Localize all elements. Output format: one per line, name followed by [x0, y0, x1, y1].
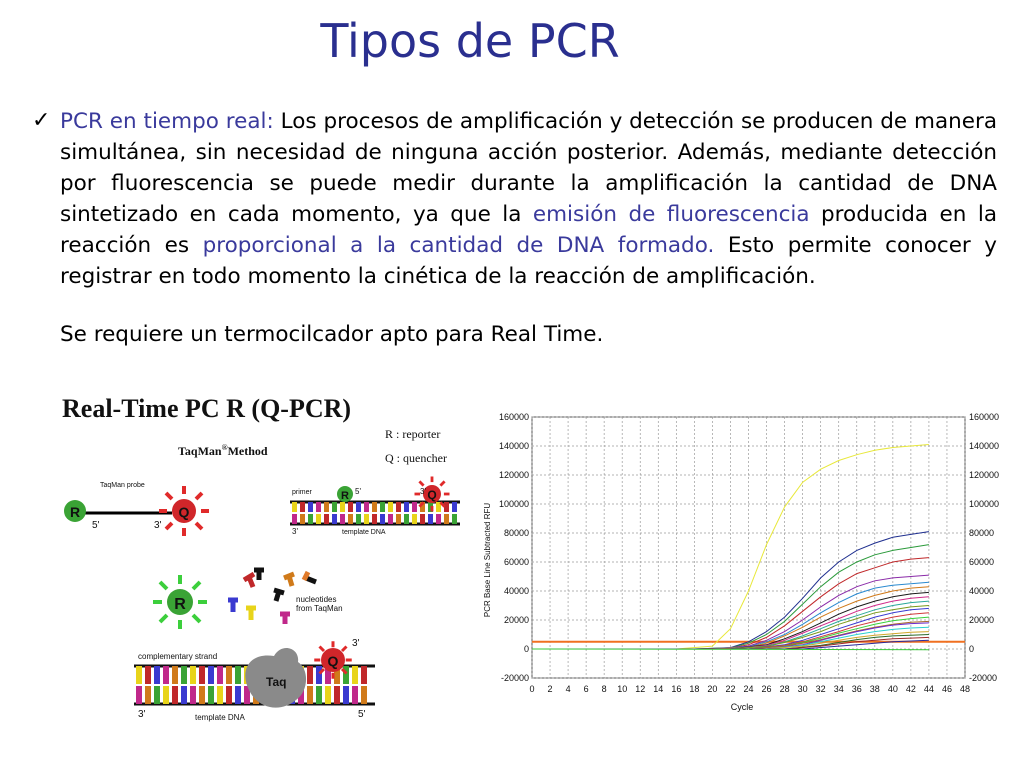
bottom-3prime-top: 3'	[352, 638, 360, 649]
template-label-top: template DNA	[342, 529, 386, 536]
x-tick-label: 22	[725, 684, 736, 694]
dna-base	[154, 666, 160, 684]
dna-duplex-top	[290, 502, 460, 524]
series-line	[532, 649, 929, 650]
dna-base	[300, 502, 305, 512]
y-tick-label-right: 20000	[969, 615, 995, 625]
dna-base	[325, 686, 331, 704]
dna-base	[412, 502, 417, 512]
dna-base	[217, 666, 223, 684]
dna-base	[343, 666, 349, 684]
dna-base	[145, 686, 151, 704]
dna-base	[396, 502, 401, 512]
dna-base	[444, 502, 449, 512]
legend-quencher: Q : quencher	[385, 451, 447, 465]
x-tick-label: 26	[761, 684, 772, 694]
dna-base	[348, 514, 353, 524]
probe-5prime: 5'	[92, 520, 100, 531]
y-tick-label-right: 60000	[969, 557, 995, 567]
dna-base	[208, 686, 214, 704]
dna-base	[444, 514, 449, 524]
dna-base	[388, 514, 393, 524]
dna-base	[172, 686, 178, 704]
dna-base	[436, 514, 441, 524]
dna-base	[235, 686, 241, 704]
x-tick-label: 44	[923, 684, 934, 694]
reporter-letter: R	[69, 504, 81, 520]
x-tick-label: 30	[797, 684, 808, 694]
dna-base	[154, 686, 160, 704]
dna-base	[163, 666, 169, 684]
dna-base	[136, 666, 142, 684]
x-tick-label: 28	[779, 684, 790, 694]
dna-base	[404, 502, 409, 512]
x-tick-label: 16	[671, 684, 682, 694]
dna-base	[364, 514, 369, 524]
dna-base	[324, 514, 329, 524]
template-label-bottom: template DNA	[195, 713, 245, 722]
dna-base	[361, 666, 367, 684]
x-tick-label: 10	[617, 684, 628, 694]
y-tick-label-left: 100000	[498, 499, 529, 509]
nucleotides-label-2: from TaqMan	[296, 604, 343, 613]
slide-title: Tipos de PCR	[320, 14, 620, 68]
dna-base	[334, 686, 340, 704]
probe-label: TaqMan probe	[100, 482, 145, 489]
template-3prime: 3'	[292, 527, 298, 536]
dna-base	[163, 686, 169, 704]
nucleotides-label-1: nucleotides	[296, 595, 337, 604]
requirement-note: Se requiere un termocilcador apto para Real Time.	[60, 322, 604, 347]
dna-base	[316, 514, 321, 524]
dna-base	[307, 686, 313, 704]
dna-base	[420, 514, 425, 524]
x-tick-label: 2	[547, 684, 553, 694]
dna-base	[356, 502, 361, 512]
x-tick-label: 32	[815, 684, 826, 694]
dna-base	[226, 686, 232, 704]
x-tick-label: 46	[941, 684, 952, 694]
y-tick-label-right: 120000	[969, 470, 1000, 480]
dna-base	[324, 502, 329, 512]
bullet-paragraph	[60, 106, 997, 292]
dna-base	[308, 502, 313, 512]
dna-base	[380, 502, 385, 512]
y-axis-label: PCR Base Line Subtracted RFU	[483, 502, 492, 618]
y-tick-label-left: 0	[523, 644, 529, 654]
dna-base	[388, 502, 393, 512]
x-axis-label: Cycle	[730, 702, 754, 712]
taq-label: Taq	[266, 675, 287, 689]
x-tick-label: 48	[959, 684, 971, 694]
dna-base	[452, 514, 457, 524]
dna-base	[226, 666, 232, 684]
y-tick-label-left: 140000	[498, 441, 529, 451]
dna-base	[308, 514, 313, 524]
dna-base	[343, 686, 349, 704]
dna-base	[452, 502, 457, 512]
realtime-pcr-chart	[470, 390, 1020, 720]
dna-base	[292, 502, 297, 512]
y-tick-label-right: 140000	[969, 441, 1000, 451]
released-reporter-letter: R	[174, 596, 186, 613]
bullet-highlight-1: emisión de fluorescencia	[532, 202, 810, 227]
dna-base	[172, 666, 178, 684]
bullet-text-2: producida en la reacción es	[60, 202, 998, 258]
dna-base	[372, 502, 377, 512]
legend-reporter: R : reporter	[385, 430, 441, 441]
dna-base	[190, 666, 196, 684]
dna-base	[340, 514, 345, 524]
dna-base	[300, 514, 305, 524]
x-tick-label: 4	[565, 684, 571, 694]
diagram-title: Real-Time PC R (Q-PCR)	[62, 394, 352, 423]
dna-base	[136, 686, 142, 704]
y-tick-label-right: 160000	[969, 412, 1000, 422]
dna-base	[332, 502, 337, 512]
dna-base	[208, 666, 214, 684]
dna-base	[340, 502, 345, 512]
y-tick-label-left: 20000	[503, 615, 529, 625]
x-tick-label: 14	[653, 684, 664, 694]
dna-base	[217, 686, 223, 704]
y-tick-label-right: 80000	[969, 528, 995, 538]
quencher-letter: Q	[178, 504, 190, 520]
bottom-3prime: 3'	[138, 709, 146, 720]
dna-base	[145, 666, 151, 684]
dna-base	[404, 514, 409, 524]
y-tick-label-right: 0	[969, 644, 975, 654]
bottom-5prime: 5'	[358, 709, 366, 720]
dna-base	[316, 666, 322, 684]
y-tick-label-left: 160000	[498, 412, 529, 422]
dna-base	[235, 666, 241, 684]
x-tick-label: 6	[583, 684, 589, 694]
dna-base	[332, 514, 337, 524]
checkmark-icon: ✓	[32, 108, 51, 133]
primer-5prime: 5'	[355, 487, 361, 496]
x-tick-label: 36	[851, 684, 862, 694]
dna-base	[372, 514, 377, 524]
y-tick-label-left: -20000	[500, 673, 529, 683]
x-tick-label: 24	[743, 684, 754, 694]
dna-base	[361, 686, 367, 704]
y-tick-label-right: -20000	[969, 673, 998, 683]
primer-label: primer	[292, 489, 312, 496]
dna-base	[348, 502, 353, 512]
primer-quencher-letter: Q	[427, 488, 437, 502]
dna-base	[307, 666, 313, 684]
dna-base	[190, 686, 196, 704]
bullet-highlight-2: proporcional a la cantidad de DNA formado.	[202, 233, 715, 258]
dna-base	[352, 666, 358, 684]
dna-base	[316, 502, 321, 512]
y-tick-label-left: 80000	[503, 528, 529, 538]
bullet-lead: PCR en tiempo real:	[60, 109, 274, 134]
x-tick-label: 8	[601, 684, 607, 694]
y-tick-label-left: 60000	[503, 557, 529, 567]
y-tick-label-right: 40000	[969, 586, 995, 596]
dna-base	[428, 514, 433, 524]
probe-3prime: 3'	[154, 520, 162, 531]
dna-base	[292, 514, 297, 524]
dna-base	[199, 666, 205, 684]
dna-base	[181, 686, 187, 704]
x-tick-label: 42	[905, 684, 916, 694]
y-tick-label-left: 40000	[503, 586, 529, 596]
x-tick-label: 38	[869, 684, 880, 694]
dna-base	[356, 514, 361, 524]
taqman-diagram	[60, 430, 470, 725]
dna-base	[364, 502, 369, 512]
primer-reporter-letter: R	[341, 490, 349, 502]
y-tick-label-left: 120000	[498, 470, 529, 480]
primer-3prime: 3'	[420, 487, 426, 496]
method-label: TaqMan®Method	[178, 443, 268, 458]
x-tick-label: 40	[887, 684, 898, 694]
dna-base	[316, 686, 322, 704]
x-tick-label: 34	[833, 684, 844, 694]
dna-base	[352, 686, 358, 704]
x-tick-label: 18	[689, 684, 700, 694]
dna-base	[380, 514, 385, 524]
dna-base	[181, 666, 187, 684]
dna-base	[199, 686, 205, 704]
bullet-text-1: Los procesos de amplificación y detección se producen de manera simultánea, sin necesidad de ninguna acción posterior. Además, mediante detección por fluorescencia se puede medir durante la amplificación la cantidad de DNA sintetizado en cada momento, ya que la	[60, 109, 997, 227]
x-tick-label: 0	[529, 684, 535, 694]
complementary-strand-label: complementary strand	[138, 652, 218, 661]
bullet-text-3: Esto permite conocer y registrar en todo momento la cinética de la reacción de amplificación.	[60, 233, 998, 289]
dna-base	[412, 514, 417, 524]
bottom-quencher-letter: Q	[327, 653, 339, 669]
x-tick-label: 12	[635, 684, 646, 694]
x-tick-label: 20	[707, 684, 718, 694]
dna-base	[396, 514, 401, 524]
y-tick-label-right: 100000	[969, 499, 1000, 509]
